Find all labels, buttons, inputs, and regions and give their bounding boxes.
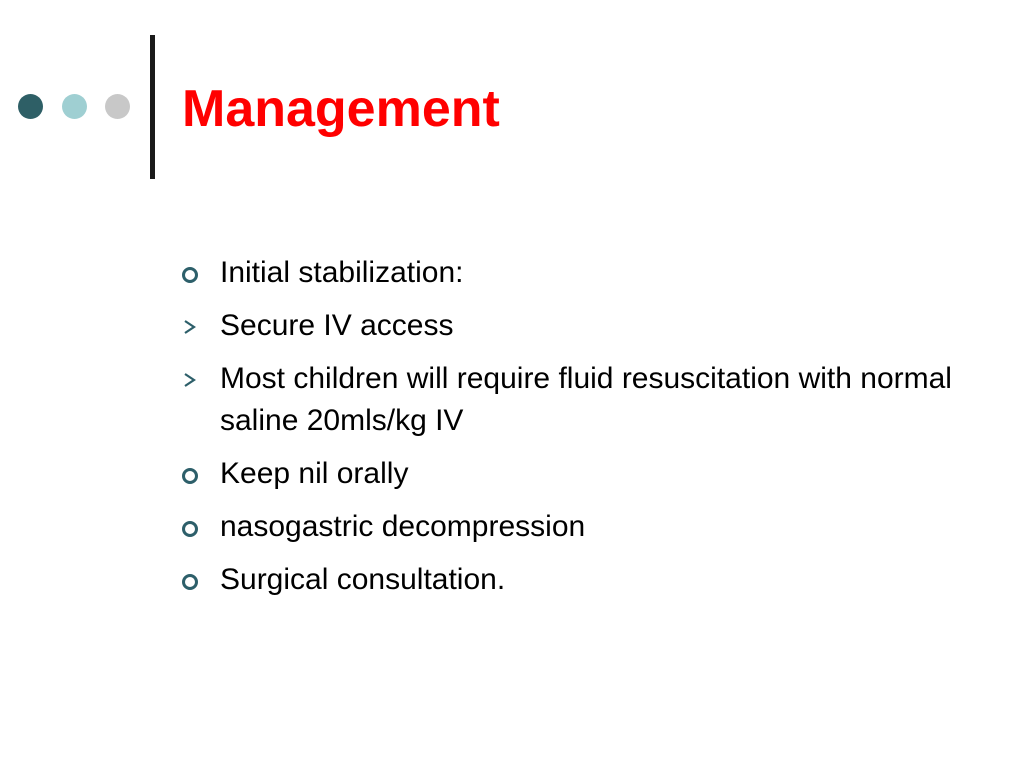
- list-item: [182, 358, 962, 442]
- list-item: [182, 559, 962, 601]
- ring-bullet-icon: [182, 574, 198, 590]
- ring-bullet-icon: [182, 521, 198, 537]
- list-item: [182, 506, 962, 548]
- dark-dot-icon: [18, 94, 43, 119]
- list-item-text: Secure IV access: [220, 309, 454, 342]
- list-item: [182, 305, 962, 347]
- list-item-text: Surgical consultation.: [220, 563, 506, 596]
- list-item-text: Most children will require fluid resuscitation with normal saline 20mls/kg IV: [220, 362, 952, 437]
- light-dot-icon: [62, 94, 87, 119]
- decorative-dots: [16, 94, 136, 122]
- bullet-list: [182, 252, 962, 612]
- arrow-bullet-icon: [182, 319, 198, 335]
- title-divider: [150, 35, 155, 179]
- gray-dot-icon: [105, 94, 130, 119]
- list-item-text: Initial stabilization:: [220, 256, 464, 289]
- ring-bullet-icon: [182, 468, 198, 484]
- list-item: [182, 453, 962, 495]
- list-item-text: nasogastric decompression: [220, 510, 586, 543]
- list-item: [182, 252, 962, 294]
- list-item-text: Keep nil orally: [220, 457, 409, 490]
- ring-bullet-icon: [182, 267, 198, 283]
- slide-title: Management: [182, 80, 500, 138]
- arrow-bullet-icon: [182, 372, 198, 388]
